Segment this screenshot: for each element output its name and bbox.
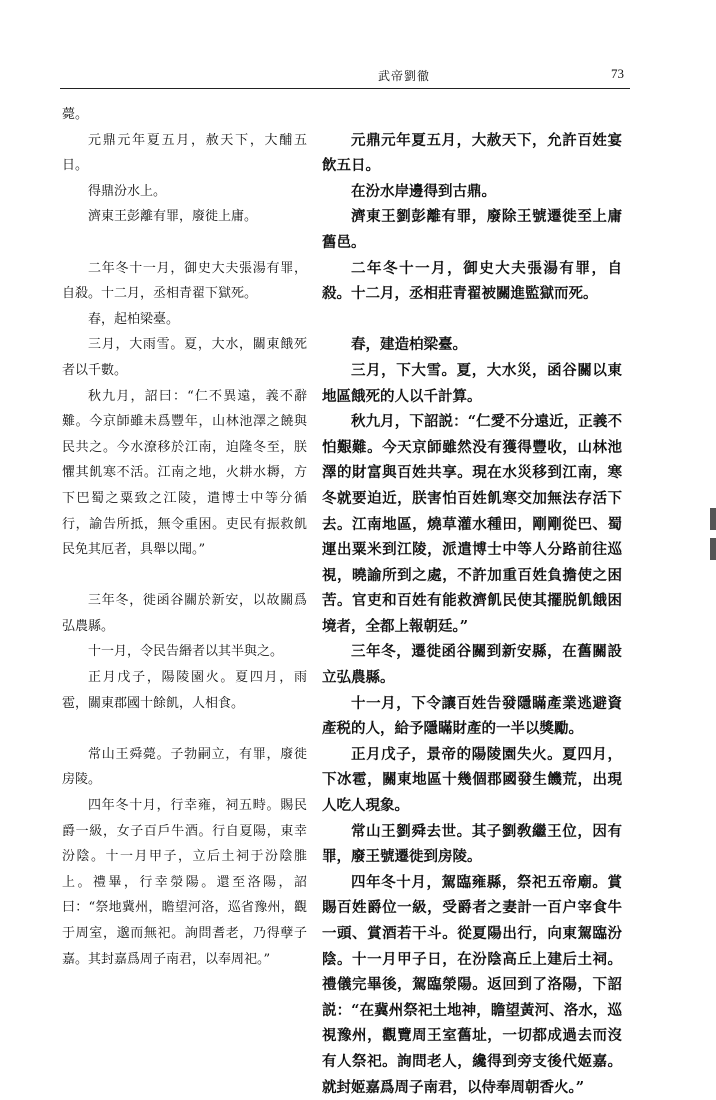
paragraph: 十一月，令民告緡者以其半與之。 <box>88 644 284 660</box>
paragraph-gap <box>62 563 307 589</box>
paragraph: 正月戊子，景帝的陽陵園失火。夏四月，下冰雹，關東地區十幾個郡國發生饑荒，出現人吃人現象。 <box>322 745 622 815</box>
running-header <box>60 62 630 89</box>
edge-tab-mark <box>710 538 716 560</box>
paragraph: 春，起柏梁臺。 <box>88 311 180 327</box>
paragraph: 二年冬十一月，御史大夫張湯有罪，自殺。十二月，丞相青翟下獄死。 <box>62 260 307 302</box>
paragraph: 二年冬十一月，御史大夫張湯有罪，自殺。十二月，丞相莊青翟被關進監獄而死。 <box>322 259 622 303</box>
paragraph: 三月，大雨雪。夏，大水，關東餓死者以千數。 <box>62 337 307 378</box>
paragraph: 常山王劉舜去世。其子劉敎繼王位，因有罪，廢王號遷徙到房陵。 <box>322 822 622 866</box>
paragraph: 秋九月，下詔説：“仁愛不分遠近，正義不怕艱難。今天京師雖然没有獲得豐收，山林池澤的財富與百姓共享。現在水災移到江南，寒冬就要迫近，朕害怕百姓飢寒交加無法存活下去。江南地區，燒草灌水種田，剛剛從巴、蜀運出粟米到江陵，派遣博士中等人分路前往巡視，曉諭所到之處，不許加重百姓負擔使之困苦。官吏和百姓有能救濟飢民使其擺脱飢餓困境者，全都上報朝廷。” <box>322 413 622 635</box>
edge-tab-mark <box>710 508 716 530</box>
paragraph: 元鼎元年夏五月，赦天下，大酺五日。 <box>62 132 307 174</box>
paragraph: 三月，下大雪。夏，大水災，函谷關以東地區餓死的人以千計算。 <box>322 361 622 405</box>
right-column-translation <box>322 102 622 1100</box>
page-number: 73 <box>611 66 624 81</box>
paragraph: 三年冬，徙函谷關於新安，以故關爲弘農縣。 <box>62 593 307 634</box>
paragraph-gap <box>322 307 622 333</box>
paragraph-gap <box>62 716 307 742</box>
paragraph: 得鼎汾水上。 <box>88 183 167 199</box>
paragraph: 四年冬十月，行幸雍，祠五畤。賜民爵一級，女子百戶牛酒。行自夏陽，東幸汾陰。十一月甲子，立后土祠于汾陰脽上。禮畢，行幸滎陽。還至洛陽，詔曰：“祭地冀州，瞻望河洛，巡省豫州，觀于周室，邈而無祀。詢問耆老，乃得孽子嘉。其封嘉爲周子南君，以奉周祀。” <box>62 798 307 967</box>
paragraph: 元鼎元年夏五月，大赦天下，允許百姓宴飲五日。 <box>322 131 622 175</box>
running-title: 武帝劉徹 <box>378 69 431 83</box>
paragraph: 四年冬十月，駕臨雍縣，祭祀五帝廟。賞賜百姓爵位一級，受爵者之妻計一百户宰食牛一頭、賞酒若干斗。從夏陽出行，向東駕臨汾陰。十一月甲子日，在汾陰高丘上建后土祠。禮儀完畢後，駕臨滎陽。返回到了洛陽，下詔説：“在冀州祭祀土地神，瞻望黃河、洛水，巡視豫州，觀覽周王室舊址，一切都成過去而沒有人祭祀。詢問老人，纔得到旁支後代姬嘉。就封姬嘉爲周子南君，以侍奉周朝香火。” <box>322 873 622 1096</box>
paragraph: 春，建造柏梁臺。 <box>351 336 467 354</box>
paragraph: 濟東王彭離有罪，廢徙上庸。 <box>88 209 258 225</box>
paragraph: 秋九月，詔曰：“仁不異遠，義不辭難。今京師雖未爲豐年，山林池澤之饒與民共之。今水潦移於江南，迫隆冬至，朕懼其飢寒不活。江南之地，火耕水耨，方下巴蜀之粟致之江陵，遣博士中等分循行，諭告所抵，無令重困。吏民有振救飢民免其厄者，具舉以聞。” <box>62 388 307 558</box>
paragraph-gap <box>62 230 307 256</box>
paragraph: 正月戊子，陽陵園火。夏四月，雨雹，關東郡國十餘飢，人相食。 <box>62 670 307 711</box>
paragraph: 常山王舜薨。子勃嗣立，有罪，廢徙房陵。 <box>62 746 307 788</box>
paragraph-gap <box>322 102 622 128</box>
paragraph: 三年冬，遷徙函谷關到新安縣，在舊關設立弘農縣。 <box>322 643 622 687</box>
left-column-classical-text <box>62 102 307 972</box>
paragraph: 濟東王劉彭離有罪，廢除王號遷徙至上庸舊邑。 <box>322 208 622 251</box>
paragraph: 薨。 <box>62 107 89 122</box>
paragraph: 在汾水岸邊得到古鼎。 <box>351 182 496 200</box>
paragraph: 十一月，下令讓百姓告發隱瞞產業逃避資產税的人，給予隱瞞財產的一半以獎勵。 <box>322 694 622 738</box>
